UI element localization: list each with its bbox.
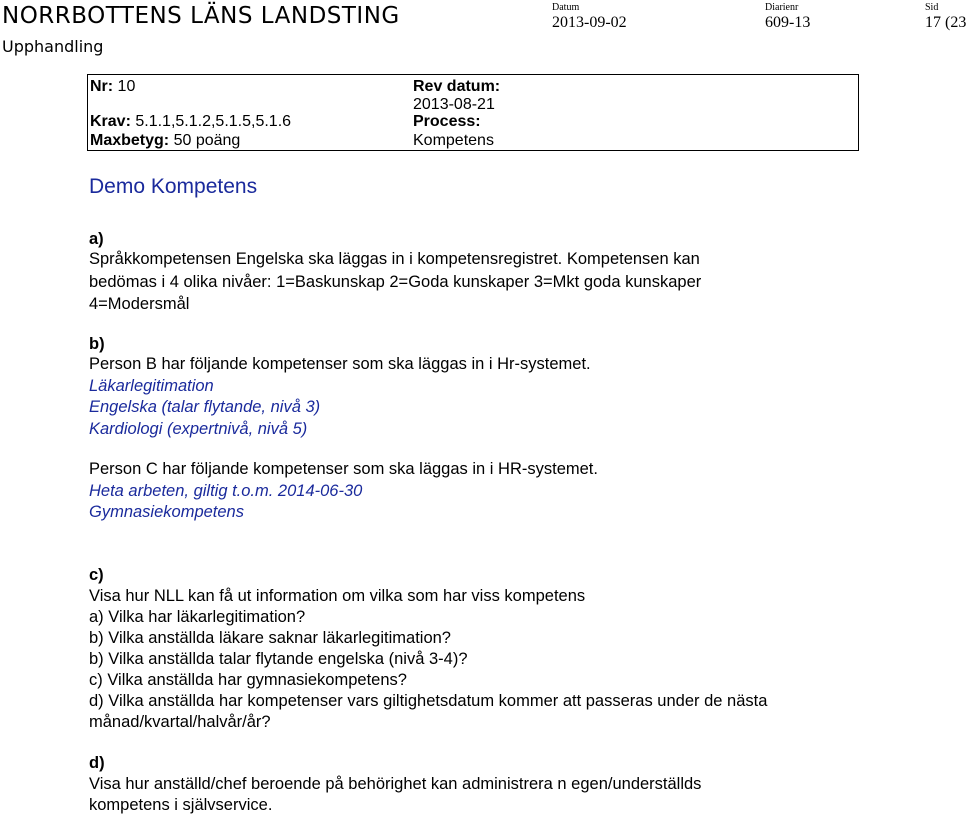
process-label: Process: bbox=[413, 113, 481, 130]
organization-name: NORRBOTTENS LÄNS LANDSTING bbox=[2, 3, 400, 29]
section-c-line: c) Vilka anställda har gymnasiekompetens? bbox=[89, 671, 407, 689]
page-label: Sid bbox=[925, 2, 939, 13]
section-a-line: bedömas i 4 olika nivåer: 1=Baskunskap 2=Goda kunskaper 3=Mkt goda kunskaper bbox=[89, 273, 702, 291]
section-d-label: d) bbox=[89, 754, 105, 772]
section-c-line: d) Vilka anställda har kompetenser vars giltighetsdatum kommer att passeras under de nästa bbox=[89, 692, 768, 710]
person-b-competence: Läkarlegitimation bbox=[89, 377, 214, 395]
maxbetyg-value: 50 poäng bbox=[169, 132, 241, 149]
krav-label: Krav: bbox=[90, 113, 131, 130]
maxbetyg-row bbox=[90, 132, 240, 150]
page-title: Demo Kompetens bbox=[89, 175, 258, 198]
section-c-label: c) bbox=[89, 566, 104, 584]
process-value: Kompetens bbox=[413, 132, 494, 149]
nr-label: Nr: bbox=[90, 78, 114, 95]
section-a-line: Språkkompetensen Engelska ska läggas in i kompetensregistret. Kompetensen kan bbox=[89, 250, 700, 268]
section-d-line: Visa hur anställd/chef beroende på behörighet kan administrera n egen/underställds bbox=[89, 775, 702, 793]
section-a-line: 4=Modersmål bbox=[89, 295, 190, 313]
date-value: 2013-09-02 bbox=[552, 14, 627, 31]
section-c-line: b) Vilka anställda läkare saknar läkarlegitimation? bbox=[89, 629, 451, 647]
person-c-competence: Gymnasiekompetens bbox=[89, 503, 244, 521]
krav-value: 5.1.1,5.1.2,5.1.5,5.1.6 bbox=[130, 113, 292, 130]
page-value: 17 (23 bbox=[925, 14, 966, 31]
person-b-text: Person B har följande kompetenser som ska läggas in i Hr-systemet. bbox=[89, 355, 591, 373]
document-subtitle: Upphandling bbox=[2, 37, 104, 56]
diarienr-value: 609-13 bbox=[765, 14, 811, 31]
section-c-line: månad/kvartal/halvår/år? bbox=[89, 713, 271, 731]
nr-value: 10 bbox=[113, 78, 136, 95]
section-c-line: a) Vilka har läkarlegitimation? bbox=[89, 608, 306, 626]
rev-datum-label: Rev datum: bbox=[413, 78, 501, 95]
section-d-line: kompetens i självservice. bbox=[89, 796, 273, 814]
date-label: Datum bbox=[552, 2, 580, 13]
section-c-line: b) Vilka anställda talar flytande engelska (nivå 3-4)? bbox=[89, 650, 468, 668]
person-c-text: Person C har följande kompetenser som ska läggas in i HR-systemet. bbox=[89, 460, 598, 478]
section-b-label: b) bbox=[89, 335, 105, 353]
requirement-info-box bbox=[87, 74, 859, 151]
section-a-label: a) bbox=[89, 230, 104, 248]
diarienr-label: Diarienr bbox=[765, 2, 799, 13]
krav-row bbox=[90, 113, 291, 131]
maxbetyg-label: Maxbetyg: bbox=[90, 132, 170, 149]
section-c-line: Visa hur NLL kan få ut information om vilka som har viss kompetens bbox=[89, 587, 586, 605]
rev-datum-value: 2013-08-21 bbox=[413, 96, 495, 113]
person-b-competence: Kardiologi (expertnivå, nivå 5) bbox=[89, 420, 308, 438]
person-c-competence: Heta arbeten, giltig t.o.m. 2014-06-30 bbox=[89, 482, 363, 500]
person-b-competence: Engelska (talar flytande, nivå 3) bbox=[89, 398, 321, 416]
nr-row bbox=[90, 78, 135, 96]
